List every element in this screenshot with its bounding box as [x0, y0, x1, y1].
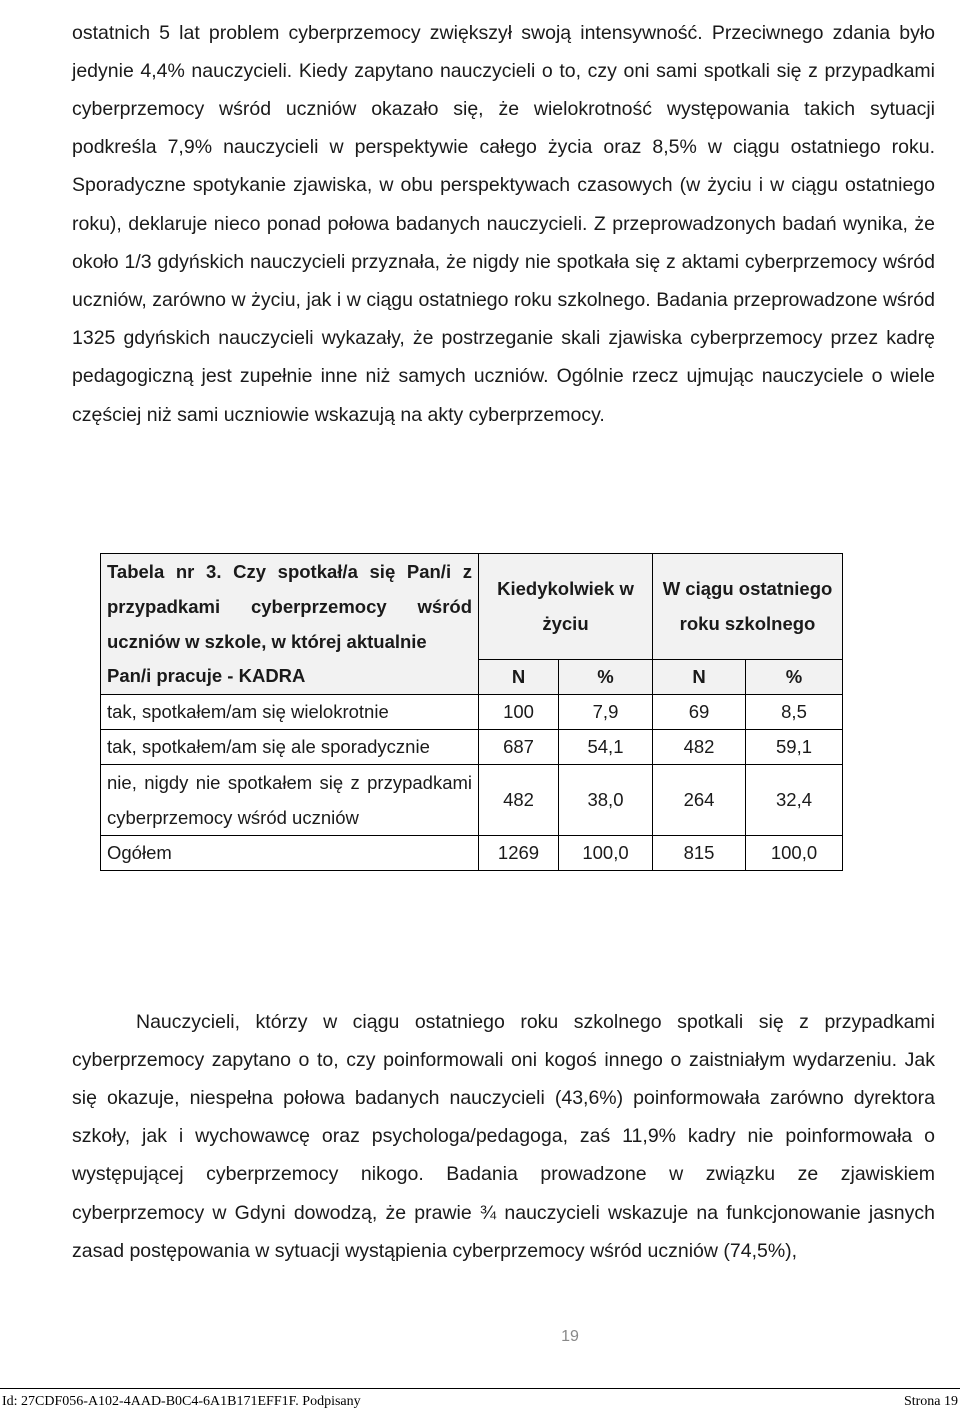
cell-pct-lifetime: 54,1 — [559, 729, 653, 764]
table-row — [101, 764, 843, 835]
table-row — [101, 729, 843, 764]
body-paragraph-2: Nauczycieli, którzy w ciągu ostatniego roku szkolnego spotkali się z przypadkami cyberprzemocy zapytano o to, czy poinformowali oni kogoś innego o zaistniałym wydarzeniu. Jak się okazuje, niespełna połowa badanych nauczycieli (43,6%) poinformowała zarówno dyrektora szkoły, jak i wychowawcę oraz psychologa/pedagoga, zaś 11,9% kadry nie poinformowała o występującej cyberprzemocy nikogo. Badania prowadzone w związku ze zjawiskiem cyberprzemocy w Gdyni dowodzą, że prawie ¾ nauczycieli wskazuje na funkcjonowanie jasnych zasad postępowania w sytuacji wystąpienia cyberprzemocy wśród uczniów (74,5%), — [72, 1010, 935, 1262]
col-pct-lifetime: % — [559, 659, 653, 694]
table-subheader-row — [101, 659, 843, 694]
cell-n-last-year: 69 — [653, 694, 746, 729]
table-row — [101, 694, 843, 729]
page-number: 19 — [561, 1328, 579, 1345]
row-label: Ogółem — [101, 835, 479, 870]
cell-n-last-year: 815 — [653, 835, 746, 870]
table-total-row — [101, 835, 843, 870]
cell-pct-last-year: 59,1 — [746, 729, 843, 764]
row-label: tak, spotkałem/am się wielokrotnie — [101, 694, 479, 729]
body-paragraph-1: ostatnich 5 lat problem cyberprzemocy zwiększył swoją intensywność. Przeciwnego zdania było jedynie 4,4% nauczycieli. Kiedy zapytano nauczycieli o to, czy oni sami spotkali się z przypadkami cyberprzemocy wśród uczniów okazało się, że wielokrotność występowania takich sytuacji podkreśla 7,9% nauczycieli w perspektywie całego życia oraz 8,5% w ciągu ostatniego roku. Sporadyczne spotykanie zjawiska, w obu perspektywach czasowych (w życiu i w ciągu ostatniego roku), deklaruje nieco ponad połowa badanych nauczycieli. Z przeprowadzonych badań wynika, że około 1/3 gdyńskich nauczycieli przyznała, że nigdy nie spotkała się z aktami cyberprzemocy wśród uczniów, zarówno w życiu, jak i w ciągu ostatniego roku szkolnego. Badania przeprowadzone wśród 1325 gdyńskich nauczycieli wykazały, że postrzeganie skali zjawiska cyberprzemocy przez kadrę pedagogiczną jest zupełnie inne niż samych uczniów. Ogólnie rzecz ujmując nauczyciele o wiele częściej niż sami uczniowie wskazują na akty cyberprzemocy. — [72, 21, 935, 426]
cell-pct-last-year: 100,0 — [746, 835, 843, 870]
survey-table — [100, 553, 843, 871]
cell-n-lifetime: 482 — [479, 764, 559, 835]
table-question: Tabela nr 3. Czy spotkał/a się Pan/i z przypadkami cyberprzemocy wśród uczniów w szkole, w której aktualnie — [101, 554, 479, 660]
footer-divider — [0, 1388, 960, 1389]
cell-n-lifetime: 687 — [479, 729, 559, 764]
col-n-last-year: N — [653, 659, 746, 694]
col-group-lifetime: Kiedykolwiek w życiu — [479, 554, 653, 660]
cell-pct-last-year: 32,4 — [746, 764, 843, 835]
row-label: nie, nigdy nie spotkałem się z przypadkami cyberprzemocy wśród uczniów — [101, 764, 479, 835]
table-question-continued: Pan/i pracuje - KADRA — [101, 659, 479, 694]
footer-document-id: Id: 27CDF056-A102-4AAD-B0C4-6A1B171EFF1F. Podpisany — [2, 1394, 361, 1409]
cell-n-lifetime: 100 — [479, 694, 559, 729]
footer-page-label: Strona 19 — [903, 1394, 958, 1409]
table-header-row — [101, 554, 843, 660]
cell-n-last-year: 264 — [653, 764, 746, 835]
cell-n-last-year: 482 — [653, 729, 746, 764]
cell-pct-lifetime: 38,0 — [559, 764, 653, 835]
col-pct-last-year: % — [746, 659, 843, 694]
col-n-lifetime: N — [479, 659, 559, 694]
cell-pct-lifetime: 100,0 — [559, 835, 653, 870]
row-label: tak, spotkałem/am się ale sporadycznie — [101, 729, 479, 764]
cell-pct-lifetime: 7,9 — [559, 694, 653, 729]
cell-n-lifetime: 1269 — [479, 835, 559, 870]
cell-pct-last-year: 8,5 — [746, 694, 843, 729]
col-group-last-year: W ciągu ostatniego roku szkolnego — [653, 554, 843, 660]
